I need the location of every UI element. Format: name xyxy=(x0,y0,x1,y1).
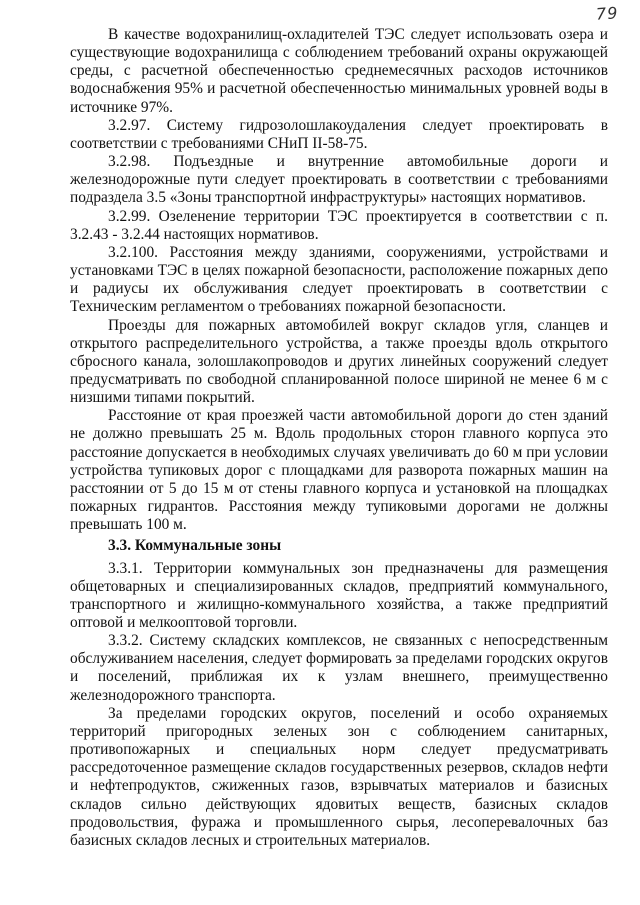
paragraph-3-2-97: 3.2.97. Систему гидрозолошлакоудаления следует проектировать в соответствии с требованиями СНиП II-58-75. xyxy=(70,116,608,152)
paragraph-3-3-1: 3.3.1. Территории коммунальных зон предназначены для размещения общетоварных и специализированных складов, предприятий коммунального, транспортного и жилищно-коммунального хозяйства, а также предприятий оптовой и мелкооптовой торговли. xyxy=(70,559,608,631)
paragraph-fire-passages: Проезды для пожарных автомобилей вокруг складов угля, сланцев и открытого распределительного устройства, а также проезды вдоль открытого сбросного канала, золошлакопроводов и других линейных сооружений следует предусматривать по свободной спланированной полосе шириной не менее 6 м с низшими типами покрытий. xyxy=(70,316,608,407)
section-heading: 3.3. Коммунальные зоны xyxy=(108,537,282,555)
paragraph-3-3-2: 3.3.2. Систему складских комплексов, не связанных с непосредственным обслуживанием населения, следует формировать за пределами городских округов и поселений, приближая их к узлам внешнего, преимущественно железнодорожного транспорта. xyxy=(70,632,608,704)
paragraph-reservoirs: В качестве водохранилищ-охладителей ТЭС следует использовать озера и существующие водохранилища с соблюдением требований охраны окружающей среды, с расчетной обеспеченностью среднемесячных расходов источников водоснабжения 95% и расчетной обеспеченностью минимальных уровней воды в источнике 97%. xyxy=(70,26,608,116)
paragraph-3-2-98: 3.2.98. Подъездные и внутренние автомобильные дороги и железнодорожные пути следует проектировать в соответствии с требованиями подраздела 3.5 «Зоны транспортной инфраструктуры» настоящих нормативов. xyxy=(70,153,608,207)
paragraph-3-2-100: 3.2.100. Расстояния между зданиями, сооружениями, устройствами и установками ТЭС в целях пожарной безопасности, расположение пожарных депо и радиусы их обслуживания следует проектировать в соответствии с Техническим регламентом о требованиях пожарной безопасности. xyxy=(70,243,608,316)
page-number: 79 xyxy=(595,3,619,24)
paragraph-3-2-99: 3.2.99. Озеленение территории ТЭС проектируется в соответствии с п. 3.2.43 - 3.2.44 настоящих нормативов. xyxy=(70,207,608,243)
document-body xyxy=(70,26,608,850)
paragraph-outside-settlements: За пределами городских округов, поселений и особо охраняемых территорий пригородных зеленых зон с соблюдением санитарных, противопожарных и специальных норм следует предусматривать рассредоточенное размещение складов государственных резервов, складов нефти и нефтепродуктов, сжиженных газов, взрывчатых материалов и базисных складов сильно действующих ядовитых веществ, базисных складов продовольствия, фуража и промышленного сырья, лесоперевалочных баз базисных складов лесных и строительных материалов. xyxy=(70,704,608,849)
paragraph-road-distances: Расстояние от края проезжей части автомобильной дороги до стен зданий не должно превышать 25 м. Вдоль продольных сторон главного корпуса это расстояние допускается в необходимых случаях увеличивать до 60 м при условии устройства тупиковых дорог с площадками для разворота пожарных машин на расстоянии от 5 до 15 м от стены главного корпуса и установкой на площадках пожарных гидрантов. Расстояния между тупиковыми дорогами не должны превышать 100 м. xyxy=(70,407,608,534)
